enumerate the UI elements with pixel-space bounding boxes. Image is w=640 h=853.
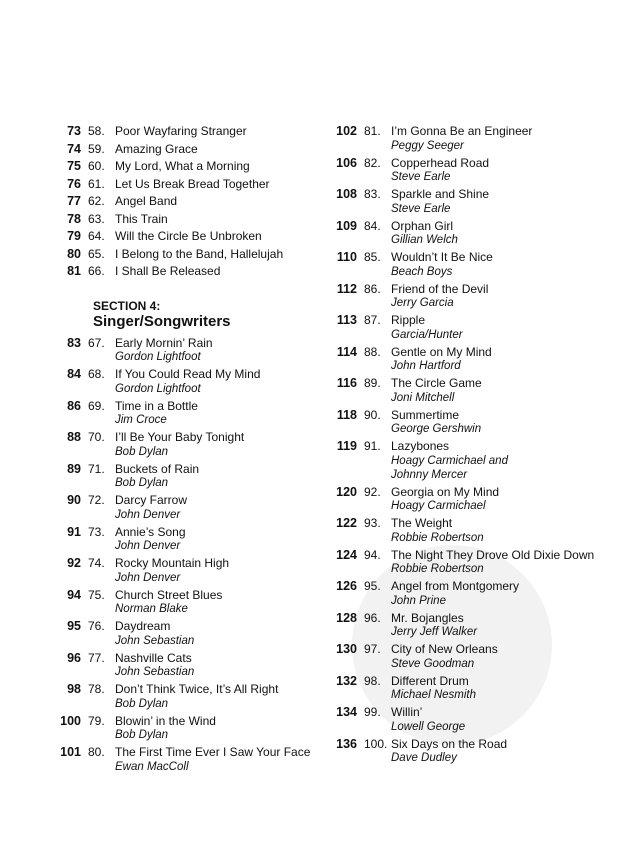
song-title: This Train [115, 211, 168, 226]
toc-entry [54, 619, 324, 648]
page-number: 91 [67, 524, 81, 539]
page-number: 84 [67, 367, 81, 381]
song-number: 82. [364, 155, 381, 170]
song-number: 75. [88, 587, 105, 602]
song-number: 63. [88, 211, 105, 226]
song-number: 90. [364, 407, 381, 422]
page-number: 102 [336, 124, 357, 138]
song-number: 58. [88, 124, 105, 138]
song-number: 70. [88, 430, 105, 444]
song-artist: Beach Boys [391, 265, 453, 278]
page-number: 136 [336, 736, 357, 751]
toc-entry [54, 682, 324, 711]
toc-entry [334, 642, 624, 671]
song-title: The Night They Drove Old Dixie Down [391, 547, 595, 562]
song-title: I’ll Be Your Baby Tonight [115, 430, 245, 444]
toc-entry [54, 194, 324, 209]
song-number: 72. [88, 493, 105, 507]
song-title: Don’t Think Twice, It’s All Right [115, 682, 279, 696]
song-title: Daydream [115, 619, 171, 633]
song-artist: Robbie Robertson [391, 563, 484, 575]
song-title: If You Could Read My Mind [115, 367, 261, 381]
page-number: 130 [336, 642, 357, 656]
song-number: 99. [364, 705, 381, 719]
song-title: Copperhead Road [391, 155, 490, 170]
song-artist: Michael Nesmith [391, 689, 476, 701]
toc-entry [334, 124, 624, 153]
toc-entry [54, 525, 324, 554]
song-title: Early Mornin’ Rain [115, 335, 213, 350]
toc-entry [334, 674, 624, 703]
song-number: 89. [364, 376, 381, 390]
song-title: Rocky Mountain High [115, 556, 230, 570]
song-artist: Bob Dylan [115, 697, 169, 710]
toc-entry [54, 462, 324, 491]
page-number: 124 [336, 547, 357, 562]
page-number: 77 [67, 194, 81, 208]
page-number: 79 [67, 229, 81, 243]
toc-entry [54, 745, 324, 774]
page-number: 94 [67, 587, 81, 602]
page-number: 120 [336, 484, 357, 499]
song-number: 94. [364, 547, 381, 562]
toc-entry [54, 714, 324, 743]
page-number: 76 [67, 176, 81, 191]
song-artist: Bob Dylan [115, 729, 169, 741]
toc-entry [334, 250, 624, 279]
song-artist: Steve Earle [391, 171, 451, 183]
song-title: Let Us Break Bread Together [115, 176, 270, 191]
song-title: Poor Wayfaring Stranger [115, 124, 247, 138]
song-number: 67. [88, 335, 105, 350]
toc-entry [334, 611, 624, 640]
song-number: 79. [88, 713, 105, 728]
song-artist: John Hartford [391, 360, 461, 372]
song-title: Amazing Grace [115, 141, 198, 156]
song-artist: Lowell George [391, 720, 466, 733]
toc-entry [334, 345, 624, 374]
toc-entry [334, 548, 624, 577]
song-title: Blowin’ in the Wind [115, 713, 216, 728]
song-title: My Lord, What a Morning [115, 159, 250, 173]
song-title: Friend of the Devil [391, 281, 489, 296]
page-number: 118 [336, 407, 357, 422]
page-number: 90 [67, 493, 81, 507]
song-number: 73. [88, 524, 105, 539]
song-title: The First Time Ever I Saw Your Face [115, 745, 311, 759]
song-number: 68. [88, 367, 105, 381]
page-number: 114 [336, 344, 357, 359]
song-number: 93. [364, 516, 381, 530]
page-number: 73 [67, 124, 81, 138]
song-title: Georgia on My Mind [391, 484, 500, 499]
page-number: 126 [336, 579, 357, 593]
song-title: Mr. Bojangles [391, 610, 464, 625]
song-title: Wouldn’t It Be Nice [391, 250, 493, 264]
page-number: 134 [336, 705, 357, 719]
page-number: 128 [336, 610, 357, 625]
song-title: Angel Band [115, 194, 178, 208]
page-number: 119 [336, 439, 357, 453]
toc-entry [334, 516, 624, 545]
toc-entry [334, 313, 624, 342]
page-number: 96 [67, 650, 81, 665]
song-number: 76. [88, 619, 105, 633]
toc-entry [334, 219, 624, 248]
toc-entry [54, 556, 324, 585]
page-number: 75 [67, 159, 81, 173]
toc-entry [334, 737, 624, 766]
toc-entry [54, 212, 324, 227]
song-artist: Ewan MacColl [115, 760, 189, 773]
song-title: Different Drum [391, 673, 469, 688]
song-artist: Johnny Mercer [391, 468, 468, 481]
song-number: 86. [364, 281, 381, 296]
page-number: 132 [336, 673, 357, 688]
page-number: 112 [336, 281, 357, 296]
song-artist: Gillian Welch [391, 234, 458, 246]
page-number: 113 [336, 313, 357, 327]
page-number: 74 [67, 141, 81, 156]
page-number: 86 [67, 398, 81, 413]
song-artist: John Denver [115, 540, 181, 552]
song-title: Time in a Bottle [115, 398, 198, 413]
song-artist: Robbie Robertson [391, 531, 484, 544]
page-number: 78 [67, 211, 81, 226]
song-number: 62. [88, 194, 105, 208]
song-title: Willin’ [391, 705, 423, 719]
song-artist: Norman Blake [115, 603, 188, 615]
song-title: I Belong to the Band, Hallelujah [115, 246, 284, 261]
song-title: Orphan Girl [391, 218, 454, 233]
toc-entry [54, 247, 324, 262]
song-number: 77. [88, 650, 105, 665]
song-number: 81. [364, 124, 381, 138]
page-number: 88 [67, 430, 81, 444]
toc-entry [54, 159, 324, 174]
toc-entry [334, 408, 624, 437]
song-number: 98. [364, 673, 381, 688]
song-artist: George Gershwin [391, 423, 482, 435]
page-number: 122 [336, 516, 357, 530]
toc-entry [334, 156, 624, 185]
song-title: Church Street Blues [115, 587, 223, 602]
section-title: Singer/Songwriters [93, 312, 231, 330]
toc-entry [54, 430, 324, 459]
toc-entry [54, 124, 324, 139]
song-number: 71. [88, 461, 105, 476]
page-number: 81 [67, 264, 81, 278]
song-number: 66. [88, 264, 105, 278]
song-artist: John Sebastian [115, 666, 195, 678]
song-artist: Bob Dylan [115, 445, 169, 458]
song-number: 59. [88, 141, 105, 156]
toc-entry [54, 651, 324, 680]
song-artist: John Sebastian [115, 634, 195, 647]
song-artist: Hoagy Carmichael and [391, 454, 508, 467]
page-number: 101 [60, 745, 81, 759]
song-number: 61. [88, 176, 105, 191]
song-artist: John Denver [115, 508, 181, 521]
section-3-list [54, 124, 324, 279]
song-number: 87. [364, 313, 381, 327]
song-number: 60. [88, 159, 105, 173]
page-number: 80 [67, 246, 81, 261]
toc-entry [54, 336, 324, 365]
song-number: 74. [88, 556, 105, 570]
page-number: 100 [60, 713, 81, 728]
contents-column-right [334, 124, 624, 768]
page-number: 110 [336, 250, 357, 264]
page-number: 106 [336, 155, 357, 170]
song-title: Lazybones [391, 439, 450, 453]
song-artist: Dave Dudley [391, 752, 457, 764]
song-number: 64. [88, 229, 105, 243]
song-title: Nashville Cats [115, 650, 192, 665]
song-number: 80. [88, 745, 105, 759]
song-artist: Jim Croce [115, 414, 167, 426]
song-artist: Steve Earle [391, 202, 451, 215]
section-heading [93, 299, 324, 331]
song-number: 91. [364, 439, 381, 453]
page-number: 116 [336, 376, 357, 390]
song-artist: John Denver [115, 571, 181, 584]
song-number: 97. [364, 642, 381, 656]
page-number: 92 [67, 556, 81, 570]
song-number: 100. [364, 736, 388, 751]
song-artist: Garcia/Hunter [391, 328, 463, 341]
song-title: I Shall Be Released [115, 264, 221, 278]
toc-entry [334, 376, 624, 405]
song-title: Darcy Farrow [115, 493, 188, 507]
toc-entry [54, 177, 324, 192]
toc-entry [54, 142, 324, 157]
page-number: 108 [336, 187, 357, 201]
section-label: SECTION 4: [93, 298, 161, 313]
page-number: 109 [336, 218, 357, 233]
song-number: 78. [88, 682, 105, 696]
contents-column-left [54, 124, 324, 777]
song-number: 92. [364, 484, 381, 499]
song-artist: John Prine [391, 594, 446, 607]
song-artist: Jerry Jeff Walker [391, 626, 478, 638]
toc-entry [54, 264, 324, 279]
song-title: Six Days on the Road [391, 736, 508, 751]
song-artist: Hoagy Carmichael [391, 500, 486, 512]
song-title: Sparkle and Shine [391, 187, 490, 201]
song-title: I’m Gonna Be an Engineer [391, 124, 533, 138]
song-artist: Joni Mitchell [391, 391, 455, 404]
toc-entry [334, 282, 624, 311]
song-number: 85. [364, 250, 381, 264]
song-title: The Weight [391, 516, 453, 530]
song-title: Will the Circle Be Unbroken [115, 229, 262, 243]
song-artist: Bob Dylan [115, 477, 169, 489]
song-artist: Peggy Seeger [391, 139, 464, 152]
toc-entry [334, 705, 624, 734]
toc-entry [334, 187, 624, 216]
toc-entry [54, 588, 324, 617]
song-title: Angel from Montgomery [391, 579, 520, 593]
song-title: City of New Orleans [391, 642, 498, 656]
page-number: 95 [67, 619, 81, 633]
section-4-list [54, 336, 324, 774]
toc-entry [334, 439, 624, 482]
toc-entry [54, 493, 324, 522]
song-title: Ripple [391, 313, 426, 327]
song-artist: Gordon Lightfoot [115, 382, 201, 395]
song-artist: Steve Goodman [391, 657, 475, 670]
song-artist: Jerry Garcia [391, 297, 454, 309]
toc-entry [54, 229, 324, 244]
song-title: Gentle on My Mind [391, 344, 492, 359]
toc-entry [334, 579, 624, 608]
song-number: 96. [364, 610, 381, 625]
page-number: 89 [67, 461, 81, 476]
song-number: 65. [88, 246, 105, 261]
page-number: 83 [67, 335, 81, 350]
song-number: 69. [88, 398, 105, 413]
song-number: 95. [364, 579, 381, 593]
song-number: 84. [364, 218, 381, 233]
toc-entry [334, 485, 624, 514]
toc-entry [54, 367, 324, 396]
song-title: The Circle Game [391, 376, 482, 390]
song-title: Annie’s Song [115, 524, 186, 539]
song-title: Buckets of Rain [115, 461, 200, 476]
song-number: 88. [364, 344, 381, 359]
page-number: 98 [67, 682, 81, 696]
song-title: Summertime [391, 407, 460, 422]
song-artist: Gordon Lightfoot [115, 351, 201, 363]
song-number: 83. [364, 187, 381, 201]
toc-entry [54, 399, 324, 428]
